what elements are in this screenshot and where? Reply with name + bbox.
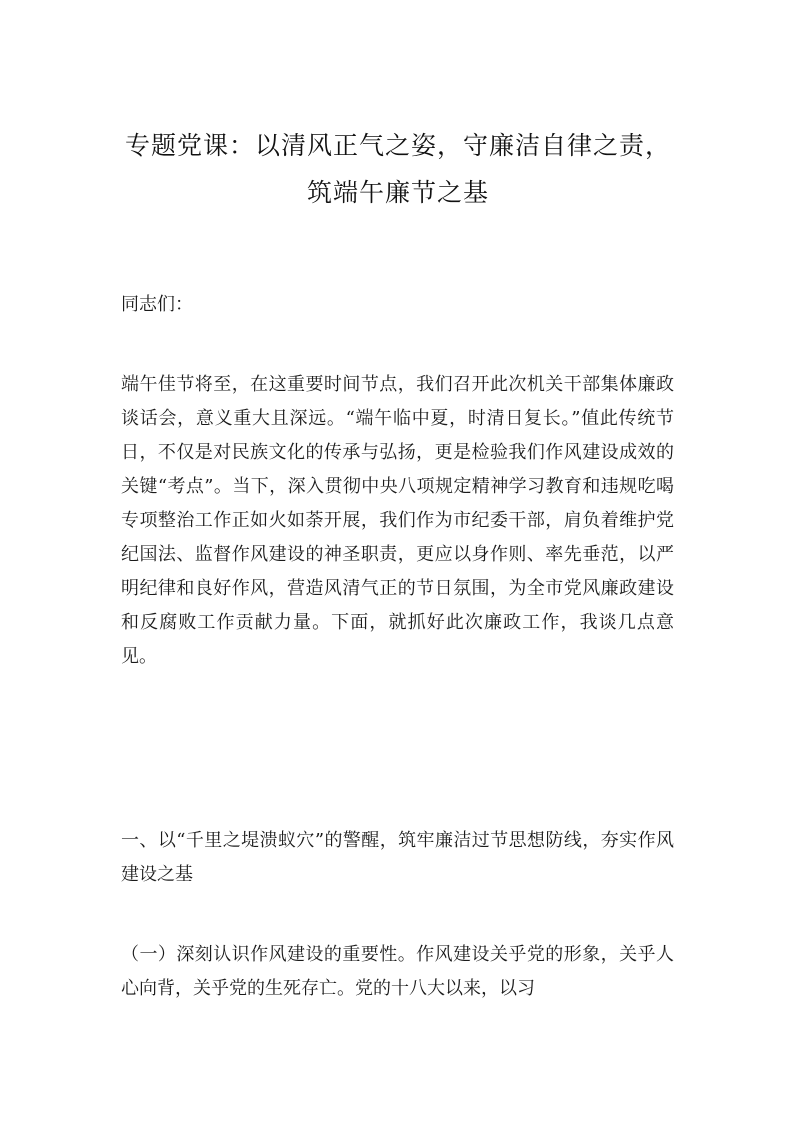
section-1-1-paragraph: （一）深刻认识作风建设的重要性。作风建设关乎党的形象，关乎人心向背，关乎党的生死存亡。党的十八大以来，以习 bbox=[121, 944, 674, 999]
section-heading-1: 一、以“千里之堤溃蚁穴”的警醒，筑牢廉洁过节思想防线，夯实作风建设之基 bbox=[121, 830, 674, 885]
intro-paragraph: 端午佳节将至，在这重要时间节点，我们召开此次机关干部集体廉政谈话会，意义重大且深远。“端午临中夏，时清日复长。”值此传统节日，不仅是对民族文化的传承与弘扬，更是检验我们作风建设成效的关键“考点”。当下，深入贯彻中央八项规定精神学习教育和违规吃喝专项整治工作正如火如荼开展，我们作为市纪委干部，肩负着维护党纪国法、监督作风建设的神圣职责，更应以身作则、率先垂范，以严明纪律和良好作风，营造风清气正的节日氛围，为全市党风廉政建设和反腐败工作贡献力量。下面，就抓好此次廉政工作，我谈几点意见。 bbox=[121, 374, 674, 667]
salutation: 同志们： bbox=[121, 294, 193, 315]
document-title: 专题党课：以清风正气之姿，守廉洁自律之责，筑端午廉节之基 bbox=[124, 131, 671, 207]
